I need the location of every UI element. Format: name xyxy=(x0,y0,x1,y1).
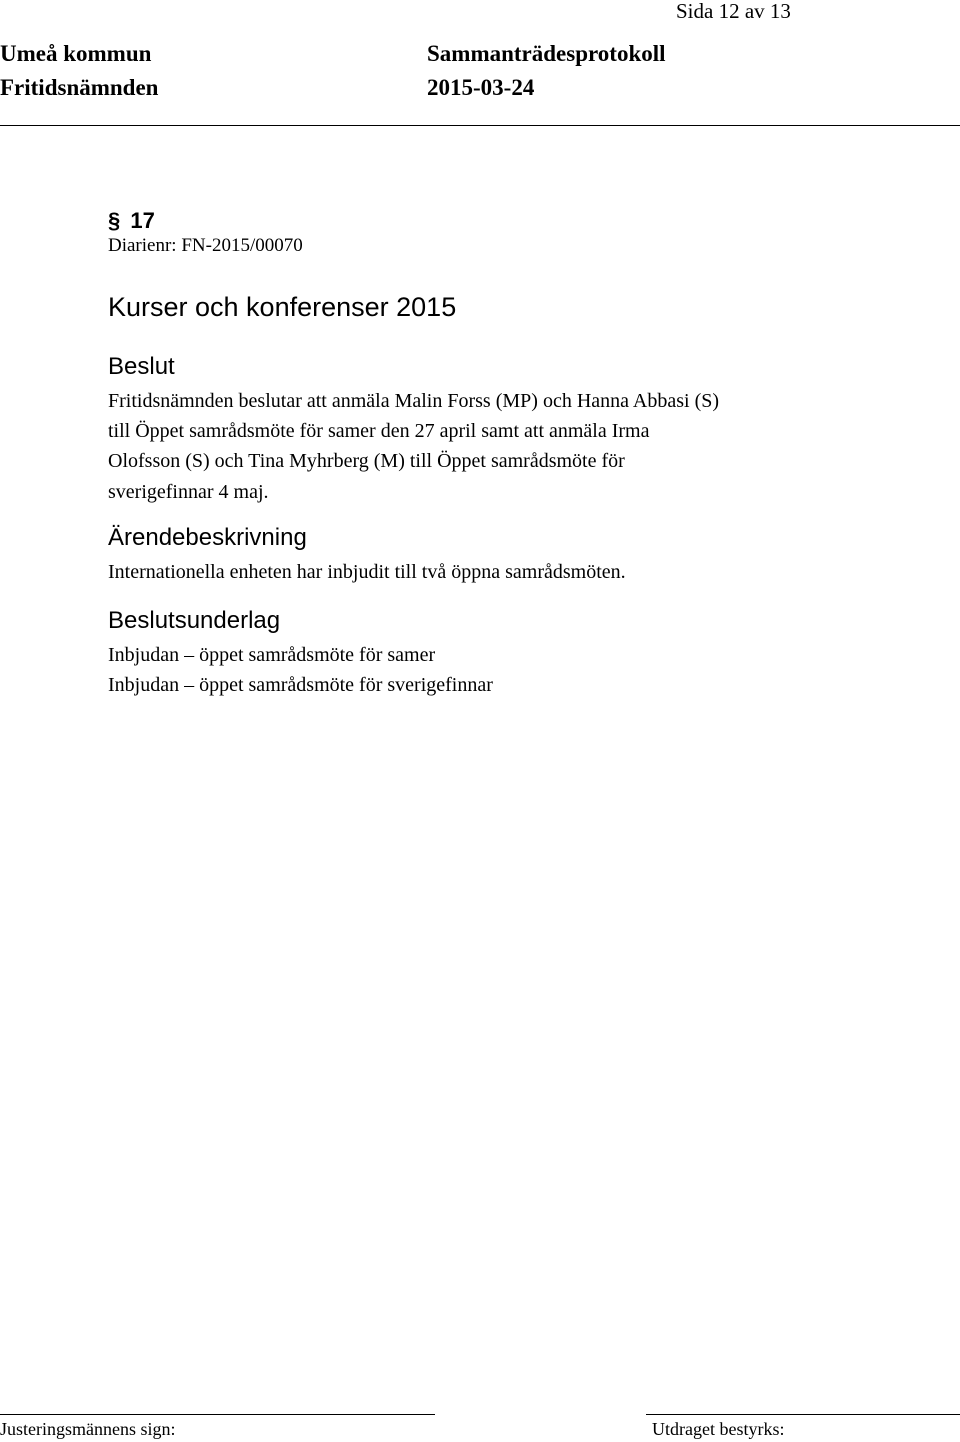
beslut-line: Fritidsnämnden beslutar att anmäla Malin Forss (MP) och Hanna Abbasi (S) xyxy=(108,390,720,412)
beslut-heading: Beslut xyxy=(108,353,175,380)
page-number: Sida 12 av 13 xyxy=(676,0,791,23)
section-number-value: 17 xyxy=(130,208,155,233)
beslutsunderlag-heading: Beslutsunderlag xyxy=(108,607,281,634)
meeting-date: 2015-03-24 xyxy=(427,75,535,100)
certification-label: Utdraget bestyrks: xyxy=(652,1419,785,1439)
beslut-text xyxy=(108,386,719,507)
beslut-line: sverigefinnar 4 maj. xyxy=(108,480,269,503)
footer-divider-left xyxy=(0,1414,435,1415)
beslut-line: Olofsson (S) och Tina Myhrberg (M) till Öppet samrådsmöte för xyxy=(108,450,625,473)
section-title: Kurser och konferenser 2015 xyxy=(108,292,457,322)
organization-name: Umeå kommun xyxy=(0,41,152,66)
beslutsunderlag-item: Inbjudan – öppet samrådsmöte för sverigefinnar xyxy=(108,674,493,697)
signature-label: Justeringsmännens sign: xyxy=(0,1419,176,1439)
diary-number: Diarienr: FN-2015/00070 xyxy=(108,235,303,256)
beslutsunderlag-list xyxy=(108,640,493,700)
arendebeskrivning-text xyxy=(108,557,626,587)
section-symbol: § xyxy=(108,208,121,233)
beslutsunderlag-item: Inbjudan – öppet samrådsmöte för samer xyxy=(108,644,436,666)
beslut-line: till Öppet samrådsmöte för samer den 27 april samt att anmäla Irma xyxy=(108,420,650,443)
document-type: Sammanträdesprotokoll xyxy=(427,41,666,66)
arendebeskrivning-line: Internationella enheten har inbjudit till två öppna samrådsmöten. xyxy=(108,561,626,583)
header-divider xyxy=(0,125,960,126)
committee-name: Fritidsnämnden xyxy=(0,75,159,100)
arendebeskrivning-heading: Ärendebeskrivning xyxy=(108,524,307,551)
footer-divider-right xyxy=(646,1414,960,1415)
section-number xyxy=(108,208,155,234)
